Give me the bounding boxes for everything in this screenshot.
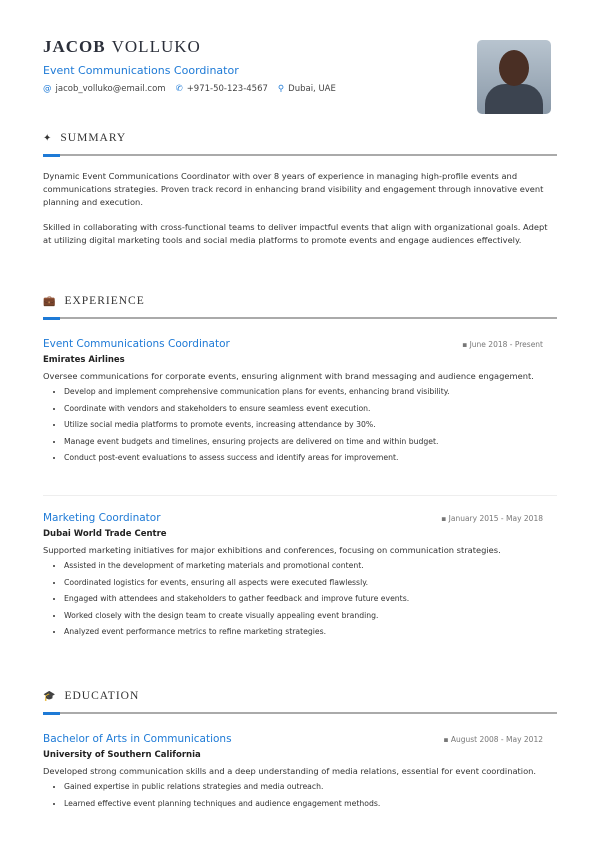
job-description: Supported marketing initiatives for major exhibitions and conferences, focusing on communication strategies. [43,545,501,555]
email[interactable]: jacob_volluko@email.com [55,84,166,94]
job-entry [43,512,543,641]
first-name: JACOB [43,37,106,56]
job-title: Event Communications Coordinator [43,64,239,77]
candidate-name [43,37,201,57]
bullet: • Engaged with attendees and stakeholders to gather feedback and improve future events. [64,591,543,608]
company: Emirates Airlines [43,355,125,365]
job-entry-title: Marketing Coordinator [43,512,161,524]
degree-title: Bachelor of Arts in Communications [43,733,232,745]
graduation-cap-icon: 🎓 [43,691,57,702]
section-divider [43,712,557,714]
bullet-list [43,558,543,641]
education-description: Developed strong communication skills and a deep understanding of media relations, essential for event coordination. [43,766,537,776]
phone-icon: ✆ [175,84,183,94]
calendar-icon: ▪ [462,340,470,349]
calendar-icon: ▪ [443,735,451,744]
phone: +971-50-123-4567 [186,84,268,94]
summary-paragraph: Skilled in collaborating with cross-functional teams to deliver impactful events that align with organizational goals. Adept at utilizing digital marketing tools and social media platforms to promote events and engage audiences effectively. [43,222,548,245]
bullet-list [43,384,543,467]
location: Dubai, UAE [288,84,336,94]
location-pin-icon: ⚲ [277,84,285,94]
bullet: • Utilize social media platforms to promote events, increasing attendance by 30%. [64,417,543,434]
section-divider [43,317,557,319]
job-description: Oversee communications for corporate events, ensuring alignment with brand messaging and audience engagement. [43,371,534,381]
summary-section [43,132,557,247]
sparkle-icon: ✦ [43,133,53,144]
job-entry [43,338,543,467]
education-entry [43,733,543,812]
bullet: • Conduct post-event evaluations to assess success and identify areas for improvement. [64,450,543,467]
bullet: • Assisted in the development of marketing materials and promotional content. [64,558,543,575]
bullet: • Manage event budgets and timelines, ensuring projects are delivered on time and within budget. [64,434,543,451]
job-dates: ▪ January 2015 - May 2018 [441,514,543,523]
job-dates: ▪ June 2018 - Present [462,340,543,349]
education-dates: ▪ August 2008 - May 2012 [443,735,543,744]
education-section [43,690,557,714]
section-divider [43,154,557,156]
section-heading: SUMMARY [60,132,127,144]
profile-photo [477,40,551,114]
briefcase-icon: 💼 [43,296,57,307]
bullet: • Develop and implement comprehensive communication plans for events, enhancing brand visibility. [64,384,543,401]
section-heading: EXPERIENCE [64,295,145,307]
bullet: • Coordinate with vendors and stakeholders to ensure seamless event execution. [64,401,543,418]
company: Dubai World Trade Centre [43,529,167,539]
last-name: VOLLUKO [111,37,201,56]
summary-paragraph: Dynamic Event Communications Coordinator with over 8 years of experience in managing high-profile events and communications strategies. Proven track record in enhancing brand visibility and engagement through innovative event planning and execution. [43,171,544,207]
calendar-icon: ▪ [441,514,449,523]
section-heading: EDUCATION [64,690,140,702]
job-entry-title: Event Communications Coordinator [43,338,230,350]
bullet: • Learned effective event planning techniques and audience engagement methods. [64,796,543,813]
experience-section [43,295,557,319]
bullet: • Coordinated logistics for events, ensuring all aspects were executed flawlessly. [64,575,543,592]
bullet: • Worked closely with the design team to create visually appealing event branding. [64,608,543,625]
school: University of Southern California [43,750,201,760]
entry-divider [43,495,557,496]
at-icon: @ [43,84,52,94]
contact-info [43,84,336,94]
bullet: • Gained expertise in public relations strategies and media outreach. [64,779,543,796]
bullet: • Analyzed event performance metrics to refine marketing strategies. [64,624,543,641]
bullet-list [43,779,543,812]
